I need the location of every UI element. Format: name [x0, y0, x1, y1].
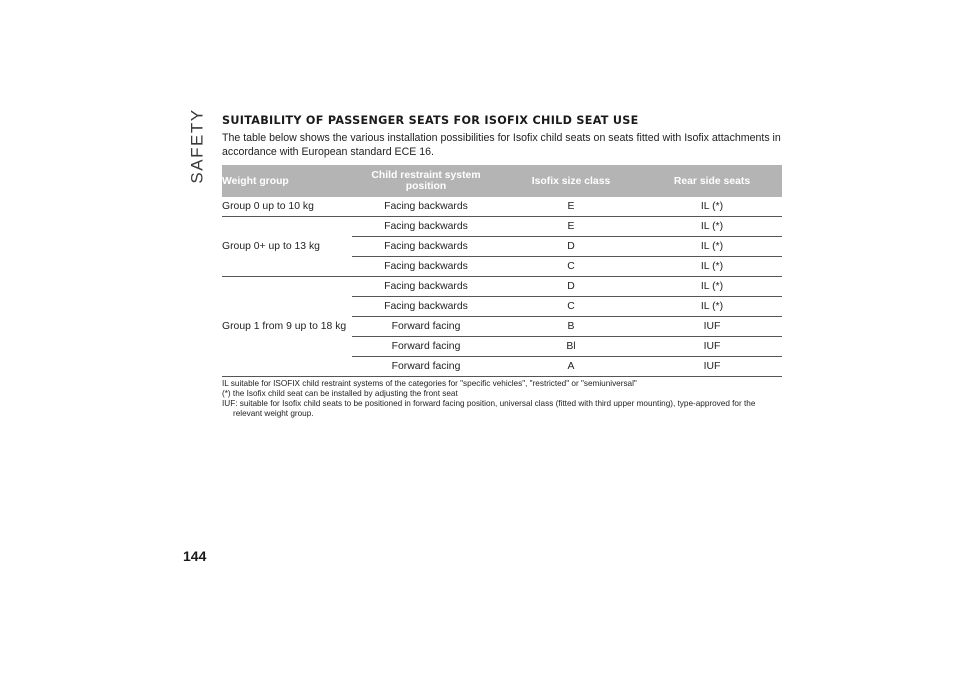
- rear-seat-cell: IL (*): [642, 217, 782, 237]
- table-row: [222, 277, 782, 297]
- size-class-cell: D: [500, 277, 642, 297]
- weight-group-cell: Group 0+ up to 13 kg: [222, 217, 352, 277]
- size-class-cell: C: [500, 257, 642, 277]
- size-class-cell: E: [500, 217, 642, 237]
- section-label: SAFETY: [188, 108, 207, 184]
- header-rear-seats: Rear side seats: [642, 165, 782, 197]
- size-class-cell: D: [500, 237, 642, 257]
- rear-seat-cell: IL (*): [642, 257, 782, 277]
- size-class-cell: C: [500, 297, 642, 317]
- footnote-asterisk: (*) the Isofix child seat can be installed by adjusting the front seat: [222, 389, 458, 398]
- rear-seat-cell: IL (*): [642, 277, 782, 297]
- header-position: Child restraint system position: [352, 165, 500, 197]
- header-size-class: Isofix size class: [500, 165, 642, 197]
- size-class-cell: B: [500, 317, 642, 337]
- table-footnotes: [222, 379, 782, 419]
- rear-seat-cell: IUF: [642, 317, 782, 337]
- intro-paragraph: The table below shows the various installation possibilities for Isofix child seats on seats fitted with Isofix attachments in accordance with European standard ECE 16.: [222, 132, 781, 158]
- position-cell: Facing backwards: [352, 257, 500, 277]
- position-cell: Forward facing: [352, 317, 500, 337]
- header-weight-group: Weight group: [222, 165, 352, 197]
- size-class-cell: A: [500, 357, 642, 377]
- rear-seat-cell: IL (*): [642, 237, 782, 257]
- table-row: [222, 197, 782, 217]
- weight-group-cell: Group 0 up to 10 kg: [222, 197, 352, 217]
- weight-group-cell: Group 1 from 9 up to 18 kg: [222, 277, 352, 377]
- position-cell: Facing backwards: [352, 297, 500, 317]
- size-class-cell: Bl: [500, 337, 642, 357]
- footnote-il: IL suitable for ISOFIX child restraint systems of the categories for "specific vehicles", "restricted" or "semiuniversal": [222, 379, 637, 388]
- rear-seat-cell: IL (*): [642, 197, 782, 217]
- page-number: 144: [183, 548, 207, 564]
- isofix-table: [222, 165, 782, 377]
- position-cell: Facing backwards: [352, 277, 500, 297]
- footnote-iuf: IUF: suitable for Isofix child seats to be positioned in forward facing position, universal class (fitted with third upper mounting), type-approved for the relevant weight group.: [222, 399, 756, 418]
- size-class-cell: E: [500, 197, 642, 217]
- rear-seat-cell: IL (*): [642, 297, 782, 317]
- table-header-row: [222, 165, 782, 197]
- table-row: [222, 217, 782, 237]
- section-tab: [183, 110, 213, 182]
- position-cell: Facing backwards: [352, 217, 500, 237]
- rear-seat-cell: IUF: [642, 337, 782, 357]
- section-title: SUITABILITY OF PASSENGER SEATS FOR ISOFIX CHILD SEAT USE: [222, 114, 639, 127]
- position-cell: Facing backwards: [352, 237, 500, 257]
- rear-seat-cell: IUF: [642, 357, 782, 377]
- position-cell: Forward facing: [352, 357, 500, 377]
- position-cell: Facing backwards: [352, 197, 500, 217]
- page-content: [222, 114, 782, 419]
- position-cell: Forward facing: [352, 337, 500, 357]
